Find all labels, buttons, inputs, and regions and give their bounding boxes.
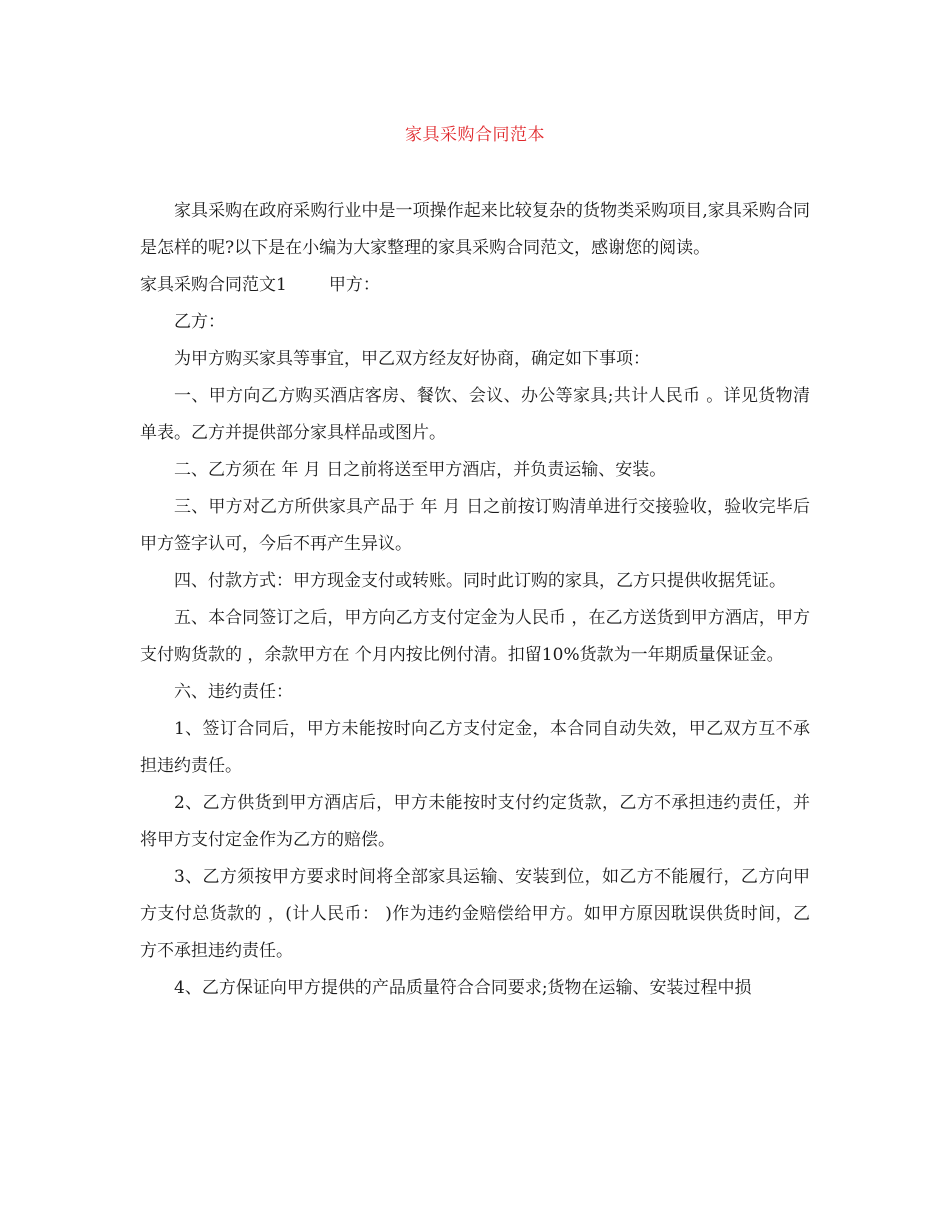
section-heading: 家具采购合同范文1 [140, 275, 287, 295]
preamble-paragraph: 为甲方购买家具等事宜，甲乙双方经友好协商，确定如下事项： [174, 349, 650, 369]
clause-4: 四、付款方式：甲方现金支付或转账。同时此订购的家具，乙方只提供收据凭证。 [174, 571, 786, 591]
intro-paragraph: 家具采购在政府采购行业中是一项操作起来比较复杂的货物类采购项目,家具采购合同是怎样的呢?以下是在小编为大家整理的家具采购合同范文，感谢您的阅读。 [140, 201, 810, 258]
clause-2: 二、乙方须在 年 月 日之前将送至甲方酒店，并负责运输、安装。 [174, 460, 667, 480]
clause-5: 五、本合同签订之后，甲方向乙方支付定金为人民币 ，在乙方送货到甲方酒店，甲方支付购货款的 ，余款甲方在 个月内按比例付清。扣留10%货款为一年期质量保证金。 [140, 608, 810, 665]
party-a-label: 甲方： [328, 275, 380, 295]
liability-2: 2、乙方供货到甲方酒店后，甲方未能按时支付约定货款，乙方不承担违约责任，并将甲方支付定金作为乙方的赔偿。 [140, 793, 810, 850]
liability-4: 4、乙方保证向甲方提供的产品质量符合合同要求;货物在运输、安装过程中损 [174, 978, 752, 998]
clause-1: 一、甲方向乙方购买酒店客房、餐饮、会议、办公等家具;共计人民币 。详见货物清单表。乙方并提供部分家具样品或图片。 [140, 386, 810, 443]
party-b-label: 乙方： [174, 312, 225, 332]
liability-1: 1、签订合同后，甲方未能按时向乙方支付定金，本合同自动失效，甲乙双方互不承担违约责任。 [140, 719, 810, 776]
clause-6: 六、违约责任： [174, 682, 293, 702]
document-title: 家具采购合同范本 [405, 125, 545, 145]
document-body [140, 193, 810, 1007]
liability-3: 3、乙方须按甲方要求时间将全部家具运输、安装到位，如乙方不能履行，乙方向甲方支付总货款的 ，(计人民币： )作为违约金赔偿给甲方。如甲方原因耽误供货时间，乙方不承担违约责任。 [140, 867, 810, 961]
clause-3: 三、甲方对乙方所供家具产品于 年 月 日之前按订购清单进行交接验收，验收完毕后甲方签字认可，今后不再产生异议。 [140, 497, 810, 554]
section-heading-line [140, 267, 810, 304]
